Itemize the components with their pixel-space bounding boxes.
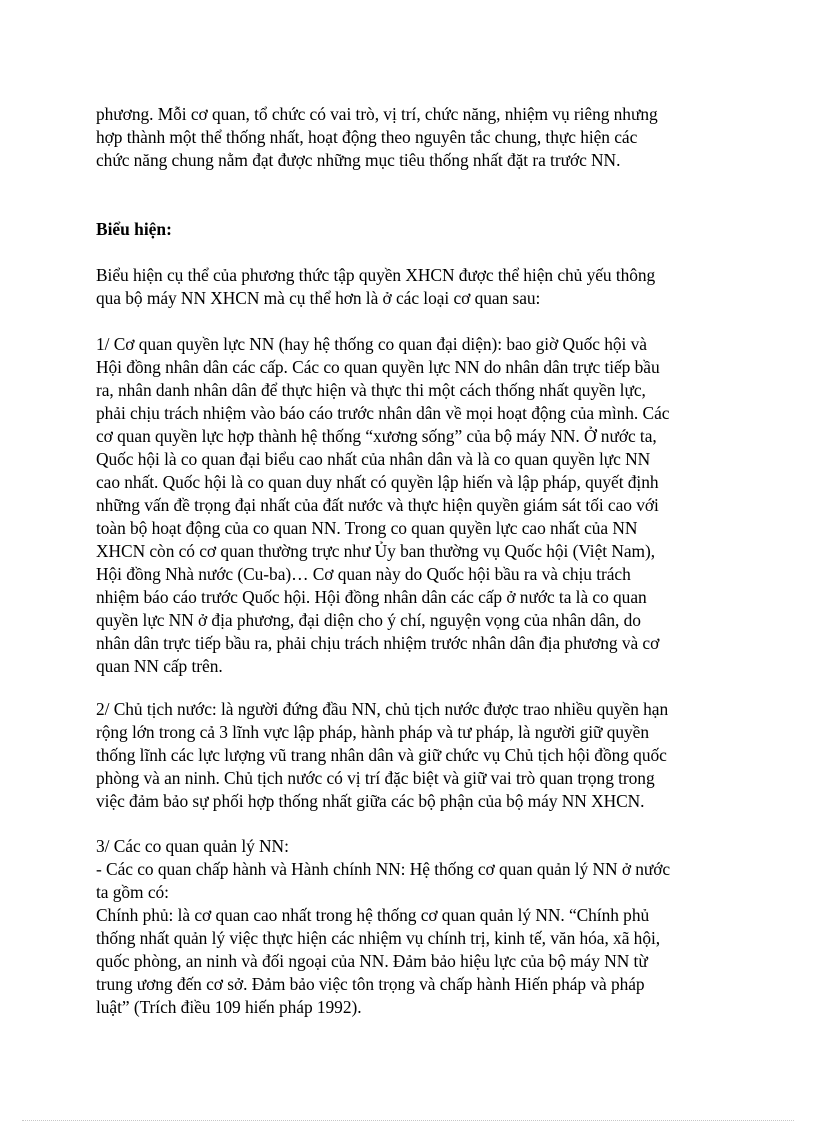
text-line: Hội đồng nhân dân các cấp. Các co quan quyền lực NN do nhân dân trực tiếp bầu [96,357,660,377]
text-line: toàn bộ hoạt động của co quan NN. Trong co quan quyền lực cao nhất của NN [96,518,638,538]
text-line: trung ương đến cơ sở. Đảm bảo việc tôn trọng và chấp hành Hiến pháp và pháp [96,974,645,994]
text-line: hợp thành một thể thống nhất, hoạt động theo nguyên tắc chung, thực hiện các [96,127,638,147]
text-line: ra, nhân danh nhân dân để thực hiện và thực thi một cách thống nhất quyền lực, [96,380,646,400]
section-heading: Biểu hiện: [96,219,172,239]
page-bottom-divider [22,1120,794,1121]
text-line: - Các co quan chấp hành và Hành chính NN: Hệ thống cơ quan quản lý NN ở nước [96,859,671,879]
text-line: 3/ Các co quan quản lý NN: [96,836,289,856]
text-line: cơ quan quyền lực hợp thành hệ thống “xương sống” của bộ máy NN. Ở nước ta, [96,426,657,446]
text-line: quốc phòng, an ninh và đối ngoại của NN. Đảm bảo hiệu lực của bộ máy NN từ [96,951,648,971]
text-line: XHCN còn có cơ quan thường trực như Ủy ban thường vụ Quốc hội (Việt Nam), [96,541,656,561]
text-line: nhân dân trực tiếp bầu ra, phải chịu trách nhiệm trước nhân dân địa phương và cơ [96,633,660,653]
text-line: quyền lực NN ở địa phương, đại diện cho ý chí, nguyện vọng của nhân dân, do [96,610,641,630]
text-line: ta gồm có: [96,882,169,902]
text-line: phải chịu trách nhiệm vào báo cáo trước nhân dân về mọi hoạt động của mình. Các [96,403,670,423]
text-line: Quốc hội là co quan đại biểu cao nhất của nhân dân và là co quan quyền lực NN [96,449,651,469]
section-1-paragraph [96,333,726,678]
text-line: nhiệm báo cáo trước Quốc hội. Hội đồng nhân dân các cấp ở nước ta là co quan [96,587,647,607]
text-line: Hội đồng Nhà nước (Cu-ba)… Cơ quan này do Quốc hội bầu ra và chịu trách [96,564,631,584]
text-line: rộng lớn trong cả 3 lĩnh vực lập pháp, hành pháp và tư pháp, là người giữ quyền [96,722,649,742]
text-line: phương. Mỗi cơ quan, tổ chức có vai trò, vị trí, chức năng, nhiệm vụ riêng nhưng [96,104,658,124]
intro-paragraph [96,103,726,172]
text-line: chức năng chung nằm đạt được những mục tiêu thống nhất đặt ra trước NN. [96,150,621,170]
section-2-paragraph [96,698,726,813]
text-line: việc đảm bảo sự phối hợp thống nhất giữa các bộ phận của bộ máy NN XHCN. [96,791,645,811]
text-line: phòng và an ninh. Chủ tịch nước có vị trí đặc biệt và giữ vai trò quan trọng trong [96,768,655,788]
text-line: Chính phủ: là cơ quan cao nhất trong hệ thống cơ quan quản lý NN. “Chính phủ [96,905,650,925]
text-line: thống lĩnh các lực lượng vũ trang nhân dân và giữ chức vụ Chủ tịch hội đồng quốc [96,745,667,765]
text-line: luật” (Trích điều 109 hiến pháp 1992). [96,997,362,1017]
text-line: 1/ Cơ quan quyền lực NN (hay hệ thống co quan đại diện): bao giờ Quốc hội và [96,334,647,354]
text-line: 2/ Chủ tịch nước: là người đứng đầu NN, chủ tịch nước được trao nhiều quyền hạn [96,699,669,719]
text-line: Biểu hiện cụ thể của phương thức tập quyền XHCN được thể hiện chủ yếu thông [96,265,656,285]
text-line: cao nhất. Quốc hội là co quan duy nhất có quyền lập hiến và lập pháp, quyết định [96,472,659,492]
text-line: quan NN cấp trên. [96,656,223,676]
text-line: những vấn đề trọng đại nhất của đất nước và thực hiện quyền giám sát tối cao với [96,495,659,515]
text-line: thống nhất quản lý việc thực hiện các nhiệm vụ chính trị, kinh tế, văn hóa, xã hội, [96,928,661,948]
overview-paragraph [96,264,726,310]
section-3-paragraph [96,835,726,1019]
text-line: qua bộ máy NN XHCN mà cụ thể hơn là ở các loại cơ quan sau: [96,288,541,308]
